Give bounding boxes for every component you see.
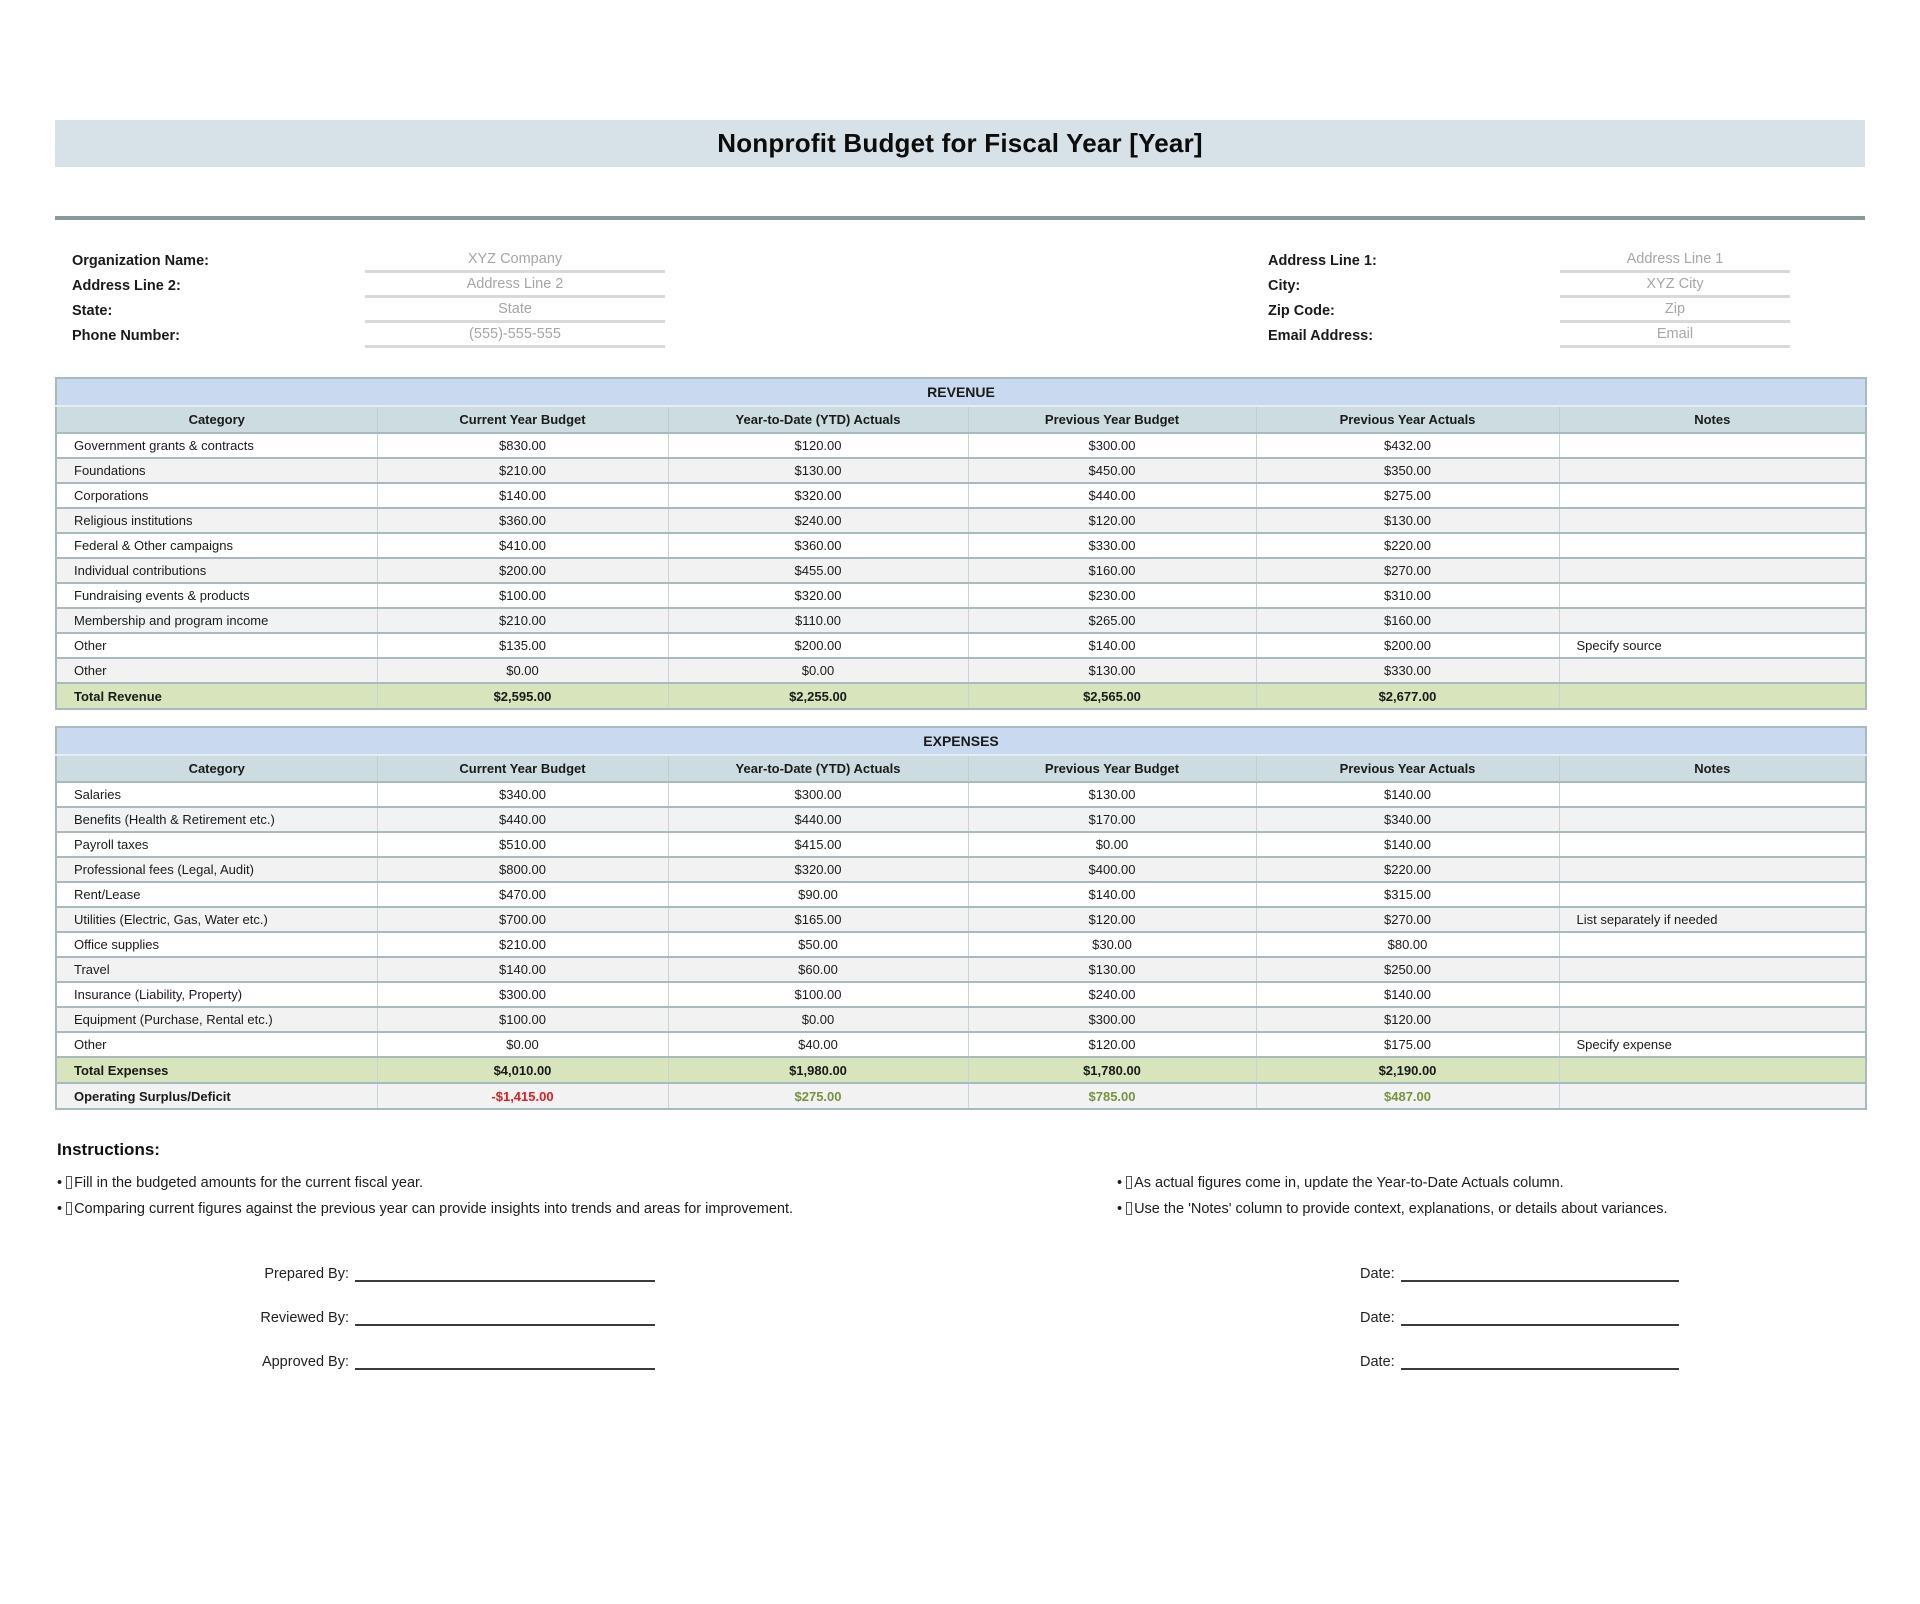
sig-label-reviewed-by: Reviewed By: — [260, 1310, 349, 1326]
table-row — [56, 658, 1866, 683]
org-label-phone-number: Phone Number: — [72, 327, 180, 344]
category-cell[interactable]: Membership and program income — [56, 608, 377, 633]
expenses-total-row — [56, 1057, 1866, 1083]
amount-cell[interactable]: $250.00 — [1256, 957, 1559, 982]
notes-cell[interactable] — [1559, 932, 1866, 957]
amount-cell[interactable]: $160.00 — [968, 558, 1256, 583]
total-amount-cell — [1559, 1057, 1866, 1083]
column-header-current-year-budget: Current Year Budget — [377, 406, 668, 433]
expenses-section-header — [56, 727, 1866, 755]
title-divider — [55, 216, 1865, 220]
column-header-row — [56, 406, 1866, 433]
amount-cell[interactable]: $140.00 — [1256, 982, 1559, 1007]
amount-cell[interactable]: $135.00 — [377, 633, 668, 658]
amount-cell[interactable]: $160.00 — [1256, 608, 1559, 633]
amount-cell[interactable]: $0.00 — [968, 832, 1256, 857]
table-row — [56, 458, 1866, 483]
category-cell[interactable]: Payroll taxes — [56, 832, 377, 857]
amount-cell[interactable]: $450.00 — [968, 458, 1256, 483]
amount-cell[interactable]: $130.00 — [968, 782, 1256, 807]
missing-glyph-box-icon — [1126, 1176, 1132, 1189]
amount-cell[interactable]: $140.00 — [1256, 832, 1559, 857]
total-amount-cell: $2,565.00 — [968, 683, 1256, 709]
org-input-address-line-2[interactable]: Address Line 2 — [365, 273, 665, 298]
table-row — [56, 982, 1866, 1007]
table-row — [56, 907, 1866, 932]
date-label: Date: — [1360, 1266, 1395, 1282]
category-cell[interactable]: Foundations — [56, 458, 377, 483]
org-input-organization-name[interactable]: XYZ Company — [365, 248, 665, 273]
amount-cell[interactable]: $175.00 — [1256, 1032, 1559, 1057]
org-field-row — [1255, 273, 1790, 298]
amount-cell[interactable]: $220.00 — [1256, 857, 1559, 882]
amount-cell[interactable]: $230.00 — [968, 583, 1256, 608]
amount-cell[interactable]: $0.00 — [668, 658, 968, 683]
amount-cell[interactable]: $120.00 — [968, 508, 1256, 533]
amount-cell[interactable]: $110.00 — [668, 608, 968, 633]
amount-cell[interactable]: $140.00 — [1256, 782, 1559, 807]
date-label: Date: — [1360, 1354, 1395, 1370]
notes-cell[interactable] — [1559, 458, 1866, 483]
surplus-amount-cell: $487.00 — [1256, 1083, 1559, 1109]
org-input-phone-number[interactable]: (555)-555-555 — [365, 323, 665, 348]
amount-cell[interactable]: $200.00 — [668, 633, 968, 658]
notes-cell[interactable] — [1559, 807, 1866, 832]
table-row — [56, 1032, 1866, 1057]
amount-cell[interactable]: $240.00 — [968, 982, 1256, 1007]
amount-cell[interactable]: $0.00 — [377, 1032, 668, 1057]
table-row — [56, 857, 1866, 882]
amount-cell[interactable]: $270.00 — [1256, 907, 1559, 932]
bullet-icon: • — [1117, 1175, 1123, 1191]
notes-cell[interactable]: Specify source — [1559, 633, 1866, 658]
instruction-item — [1115, 1170, 1668, 1196]
total-amount-cell: $1,780.00 — [968, 1057, 1256, 1083]
page-title: Nonprofit Budget for Fiscal Year [Year] — [717, 128, 1203, 158]
org-label-organization-name: Organization Name: — [72, 252, 209, 269]
expenses-table — [55, 726, 1867, 1110]
category-cell[interactable]: Professional fees (Legal, Audit) — [56, 857, 377, 882]
amount-cell[interactable]: $350.00 — [1256, 458, 1559, 483]
total-amount-cell: $2,677.00 — [1256, 683, 1559, 709]
amount-cell[interactable]: $330.00 — [968, 533, 1256, 558]
amount-cell[interactable]: $432.00 — [1256, 433, 1559, 458]
amount-cell[interactable]: $340.00 — [377, 782, 668, 807]
date-line[interactable] — [1401, 1324, 1679, 1326]
signature-line[interactable] — [355, 1368, 655, 1370]
notes-cell[interactable]: List separately if needed — [1559, 907, 1866, 932]
amount-cell[interactable]: $440.00 — [668, 807, 968, 832]
notes-cell[interactable] — [1559, 832, 1866, 857]
notes-cell[interactable] — [1559, 533, 1866, 558]
amount-cell[interactable]: $470.00 — [377, 882, 668, 907]
org-label-state: State: — [72, 302, 113, 319]
amount-cell[interactable]: $140.00 — [377, 483, 668, 508]
column-header-year-to-date-ytd-actuals: Year-to-Date (YTD) Actuals — [668, 755, 968, 782]
amount-cell[interactable]: $170.00 — [968, 807, 1256, 832]
amount-cell[interactable]: $330.00 — [1256, 658, 1559, 683]
amount-cell[interactable]: $800.00 — [377, 857, 668, 882]
amount-cell[interactable]: $400.00 — [968, 857, 1256, 882]
amount-cell[interactable]: $165.00 — [668, 907, 968, 932]
surplus-amount-cell: $275.00 — [668, 1083, 968, 1109]
amount-cell[interactable]: $340.00 — [1256, 807, 1559, 832]
missing-glyph-box-icon — [66, 1176, 72, 1189]
org-field-row — [1255, 298, 1790, 323]
signature-line[interactable] — [355, 1324, 655, 1326]
table-row — [56, 1007, 1866, 1032]
amount-cell[interactable]: $300.00 — [668, 782, 968, 807]
instruction-item — [55, 1196, 1115, 1222]
category-cell[interactable]: Salaries — [56, 782, 377, 807]
notes-cell[interactable] — [1559, 483, 1866, 508]
instructions-left-list — [55, 1170, 1115, 1222]
amount-cell[interactable]: $455.00 — [668, 558, 968, 583]
amount-cell[interactable]: $200.00 — [377, 558, 668, 583]
amount-cell[interactable]: $270.00 — [1256, 558, 1559, 583]
instruction-text: As actual figures come in, update the Year-to-Date Actuals column. — [1134, 1175, 1564, 1191]
notes-cell[interactable] — [1559, 857, 1866, 882]
notes-cell[interactable] — [1559, 658, 1866, 683]
date-label: Date: — [1360, 1310, 1395, 1326]
table-row — [56, 832, 1866, 857]
revenue-section-header — [56, 378, 1866, 406]
surplus-notes-cell — [1559, 1083, 1866, 1109]
signature-row — [55, 1326, 1865, 1370]
amount-cell[interactable]: $300.00 — [968, 1007, 1256, 1032]
notes-cell[interactable] — [1559, 882, 1866, 907]
table-row — [56, 533, 1866, 558]
notes-cell[interactable]: Specify expense — [1559, 1032, 1866, 1057]
instructions-right-list — [1115, 1170, 1668, 1222]
category-cell[interactable]: Individual contributions — [56, 558, 377, 583]
nonprofit-budget-page — [0, 120, 1920, 1604]
amount-cell[interactable]: $320.00 — [668, 583, 968, 608]
total-amount-cell — [1559, 683, 1866, 709]
sig-label-prepared-by: Prepared By: — [264, 1266, 349, 1282]
column-header-notes: Notes — [1559, 406, 1866, 433]
table-row — [56, 932, 1866, 957]
amount-cell[interactable]: $120.00 — [1256, 1007, 1559, 1032]
bullet-icon: • — [1117, 1201, 1123, 1217]
instructions-columns — [55, 1170, 1865, 1222]
amount-cell[interactable]: $360.00 — [668, 533, 968, 558]
notes-cell[interactable] — [1559, 1007, 1866, 1032]
amount-cell[interactable]: $140.00 — [968, 882, 1256, 907]
notes-cell[interactable] — [1559, 508, 1866, 533]
org-input-address-line-1[interactable]: Address Line 1 — [1560, 248, 1790, 273]
table-row — [56, 782, 1866, 807]
amount-cell[interactable]: $220.00 — [1256, 533, 1559, 558]
category-cell[interactable]: Other — [56, 658, 377, 683]
table-row — [56, 508, 1866, 533]
organization-info — [55, 248, 1865, 348]
amount-cell[interactable]: $700.00 — [377, 907, 668, 932]
amount-cell[interactable]: $0.00 — [668, 1007, 968, 1032]
amount-cell[interactable]: $300.00 — [377, 982, 668, 1007]
amount-cell[interactable]: $140.00 — [968, 633, 1256, 658]
column-header-previous-year-actuals: Previous Year Actuals — [1256, 406, 1559, 433]
org-input-email-address[interactable]: Email — [1560, 323, 1790, 348]
amount-cell[interactable]: $50.00 — [668, 932, 968, 957]
category-cell[interactable]: Corporations — [56, 483, 377, 508]
amount-cell[interactable]: $120.00 — [668, 433, 968, 458]
missing-glyph-box-icon — [66, 1202, 72, 1215]
org-field-row — [1255, 323, 1790, 348]
amount-cell[interactable]: $440.00 — [968, 483, 1256, 508]
table-row — [56, 882, 1866, 907]
column-header-previous-year-budget: Previous Year Budget — [968, 755, 1256, 782]
instruction-item — [1115, 1196, 1668, 1222]
missing-glyph-box-icon — [1126, 1202, 1132, 1215]
bullet-icon: • — [57, 1175, 63, 1191]
bullet-icon: • — [57, 1201, 63, 1217]
amount-cell[interactable]: $100.00 — [377, 1007, 668, 1032]
category-cell[interactable]: Fundraising events & products — [56, 583, 377, 608]
amount-cell[interactable]: $40.00 — [668, 1032, 968, 1057]
category-cell[interactable]: Other — [56, 633, 377, 658]
notes-cell[interactable] — [1559, 433, 1866, 458]
revenue-table — [55, 377, 1867, 710]
amount-cell[interactable]: $315.00 — [1256, 882, 1559, 907]
org-label-address-line-2: Address Line 2: — [72, 277, 181, 294]
amount-cell[interactable]: $30.00 — [968, 932, 1256, 957]
category-cell[interactable]: Insurance (Liability, Property) — [56, 982, 377, 1007]
org-label-city: City: — [1268, 277, 1301, 294]
notes-cell[interactable] — [1559, 782, 1866, 807]
column-header-notes: Notes — [1559, 755, 1866, 782]
category-cell[interactable]: Utilities (Electric, Gas, Water etc.) — [56, 907, 377, 932]
amount-cell[interactable]: $130.00 — [968, 957, 1256, 982]
total-amount-cell: $1,980.00 — [668, 1057, 968, 1083]
org-input-state[interactable]: State — [365, 298, 665, 323]
org-info-right-column — [1255, 248, 1790, 348]
amount-cell[interactable]: $200.00 — [1256, 633, 1559, 658]
amount-cell[interactable]: $275.00 — [1256, 483, 1559, 508]
org-label-zip-code: Zip Code: — [1268, 302, 1335, 319]
amount-cell[interactable]: $210.00 — [377, 458, 668, 483]
table-row — [56, 957, 1866, 982]
org-field-row — [55, 323, 665, 348]
surplus-amount-cell: -$1,415.00 — [377, 1083, 668, 1109]
amount-cell[interactable]: $310.00 — [1256, 583, 1559, 608]
instruction-item — [55, 1170, 1115, 1196]
instruction-text: Fill in the budgeted amounts for the current fiscal year. — [74, 1175, 424, 1191]
column-header-previous-year-budget: Previous Year Budget — [968, 406, 1256, 433]
amount-cell[interactable]: $320.00 — [668, 857, 968, 882]
amount-cell[interactable]: $415.00 — [668, 832, 968, 857]
category-cell[interactable]: Travel — [56, 957, 377, 982]
amount-cell[interactable]: $240.00 — [668, 508, 968, 533]
category-cell[interactable]: Benefits (Health & Retirement etc.) — [56, 807, 377, 832]
surplus-amount-cell: $785.00 — [968, 1083, 1256, 1109]
revenue-total-row — [56, 683, 1866, 709]
amount-cell[interactable]: $60.00 — [668, 957, 968, 982]
org-input-city[interactable]: XYZ City — [1560, 273, 1790, 298]
category-cell[interactable]: Religious institutions — [56, 508, 377, 533]
table-row — [56, 633, 1866, 658]
category-cell[interactable]: Other — [56, 1032, 377, 1057]
org-label-address-line-1: Address Line 1: — [1268, 252, 1377, 269]
amount-cell[interactable]: $300.00 — [968, 433, 1256, 458]
column-header-category: Category — [56, 406, 377, 433]
total-amount-cell: $2,190.00 — [1256, 1057, 1559, 1083]
org-input-zip-code[interactable]: Zip — [1560, 298, 1790, 323]
amount-cell[interactable]: $410.00 — [377, 533, 668, 558]
amount-cell[interactable]: $320.00 — [668, 483, 968, 508]
surplus-label-cell: Operating Surplus/Deficit — [56, 1083, 377, 1109]
amount-cell[interactable]: $130.00 — [968, 658, 1256, 683]
table-row — [56, 807, 1866, 832]
org-field-row — [55, 273, 665, 298]
category-cell[interactable]: Government grants & contracts — [56, 433, 377, 458]
amount-cell[interactable]: $90.00 — [668, 882, 968, 907]
column-header-row — [56, 755, 1866, 782]
table-row — [56, 483, 1866, 508]
sig-label-approved-by: Approved By: — [261, 1354, 349, 1370]
date-line[interactable] — [1401, 1280, 1679, 1282]
org-field-row — [55, 248, 665, 273]
amount-cell[interactable]: $440.00 — [377, 807, 668, 832]
total-label-cell: Total Revenue — [56, 683, 377, 709]
org-field-row — [55, 298, 665, 323]
signature-section — [55, 1238, 1865, 1370]
operating-surplus-row — [56, 1083, 1866, 1109]
section-title: REVENUE — [56, 378, 1866, 406]
total-amount-cell: $4,010.00 — [377, 1057, 668, 1083]
total-amount-cell: $2,255.00 — [668, 683, 968, 709]
signature-line[interactable] — [355, 1280, 655, 1282]
table-row — [56, 433, 1866, 458]
column-header-category: Category — [56, 755, 377, 782]
org-info-left-column — [55, 248, 665, 348]
amount-cell[interactable]: $120.00 — [968, 907, 1256, 932]
amount-cell[interactable]: $120.00 — [968, 1032, 1256, 1057]
table-row — [56, 583, 1866, 608]
document-title-bar — [55, 120, 1865, 167]
amount-cell[interactable]: $130.00 — [668, 458, 968, 483]
amount-cell[interactable]: $140.00 — [377, 957, 668, 982]
category-cell[interactable]: Office supplies — [56, 932, 377, 957]
instructions-heading: Instructions: — [57, 1140, 160, 1159]
org-field-row — [1255, 248, 1790, 273]
notes-cell[interactable] — [1559, 558, 1866, 583]
amount-cell[interactable]: $100.00 — [377, 583, 668, 608]
amount-cell[interactable]: $510.00 — [377, 832, 668, 857]
instruction-text: Comparing current figures against the previous year can provide insights into trends and areas for improvement. — [74, 1201, 794, 1217]
amount-cell[interactable]: $210.00 — [377, 932, 668, 957]
total-amount-cell: $2,595.00 — [377, 683, 668, 709]
table-row — [56, 608, 1866, 633]
instructions-section — [55, 1140, 1865, 1222]
amount-cell[interactable]: $360.00 — [377, 508, 668, 533]
org-label-email-address: Email Address: — [1268, 327, 1374, 344]
amount-cell[interactable]: $100.00 — [668, 982, 968, 1007]
section-title: EXPENSES — [56, 727, 1866, 755]
signature-row — [55, 1238, 1865, 1282]
amount-cell[interactable]: $830.00 — [377, 433, 668, 458]
category-cell[interactable]: Federal & Other campaigns — [56, 533, 377, 558]
total-label-cell: Total Expenses — [56, 1057, 377, 1083]
amount-cell[interactable]: $0.00 — [377, 658, 668, 683]
amount-cell[interactable]: $130.00 — [1256, 508, 1559, 533]
column-header-year-to-date-ytd-actuals: Year-to-Date (YTD) Actuals — [668, 406, 968, 433]
category-cell[interactable]: Rent/Lease — [56, 882, 377, 907]
column-header-current-year-budget: Current Year Budget — [377, 755, 668, 782]
column-header-previous-year-actuals: Previous Year Actuals — [1256, 755, 1559, 782]
amount-cell[interactable]: $210.00 — [377, 608, 668, 633]
amount-cell[interactable]: $265.00 — [968, 608, 1256, 633]
signature-row — [55, 1282, 1865, 1326]
category-cell[interactable]: Equipment (Purchase, Rental etc.) — [56, 1007, 377, 1032]
instruction-text: Use the 'Notes' column to provide context, explanations, or details about variances. — [1134, 1201, 1668, 1217]
notes-cell[interactable] — [1559, 608, 1866, 633]
notes-cell[interactable] — [1559, 957, 1866, 982]
notes-cell[interactable] — [1559, 982, 1866, 1007]
table-row — [56, 558, 1866, 583]
notes-cell[interactable] — [1559, 583, 1866, 608]
date-line[interactable] — [1401, 1368, 1679, 1370]
amount-cell[interactable]: $80.00 — [1256, 932, 1559, 957]
